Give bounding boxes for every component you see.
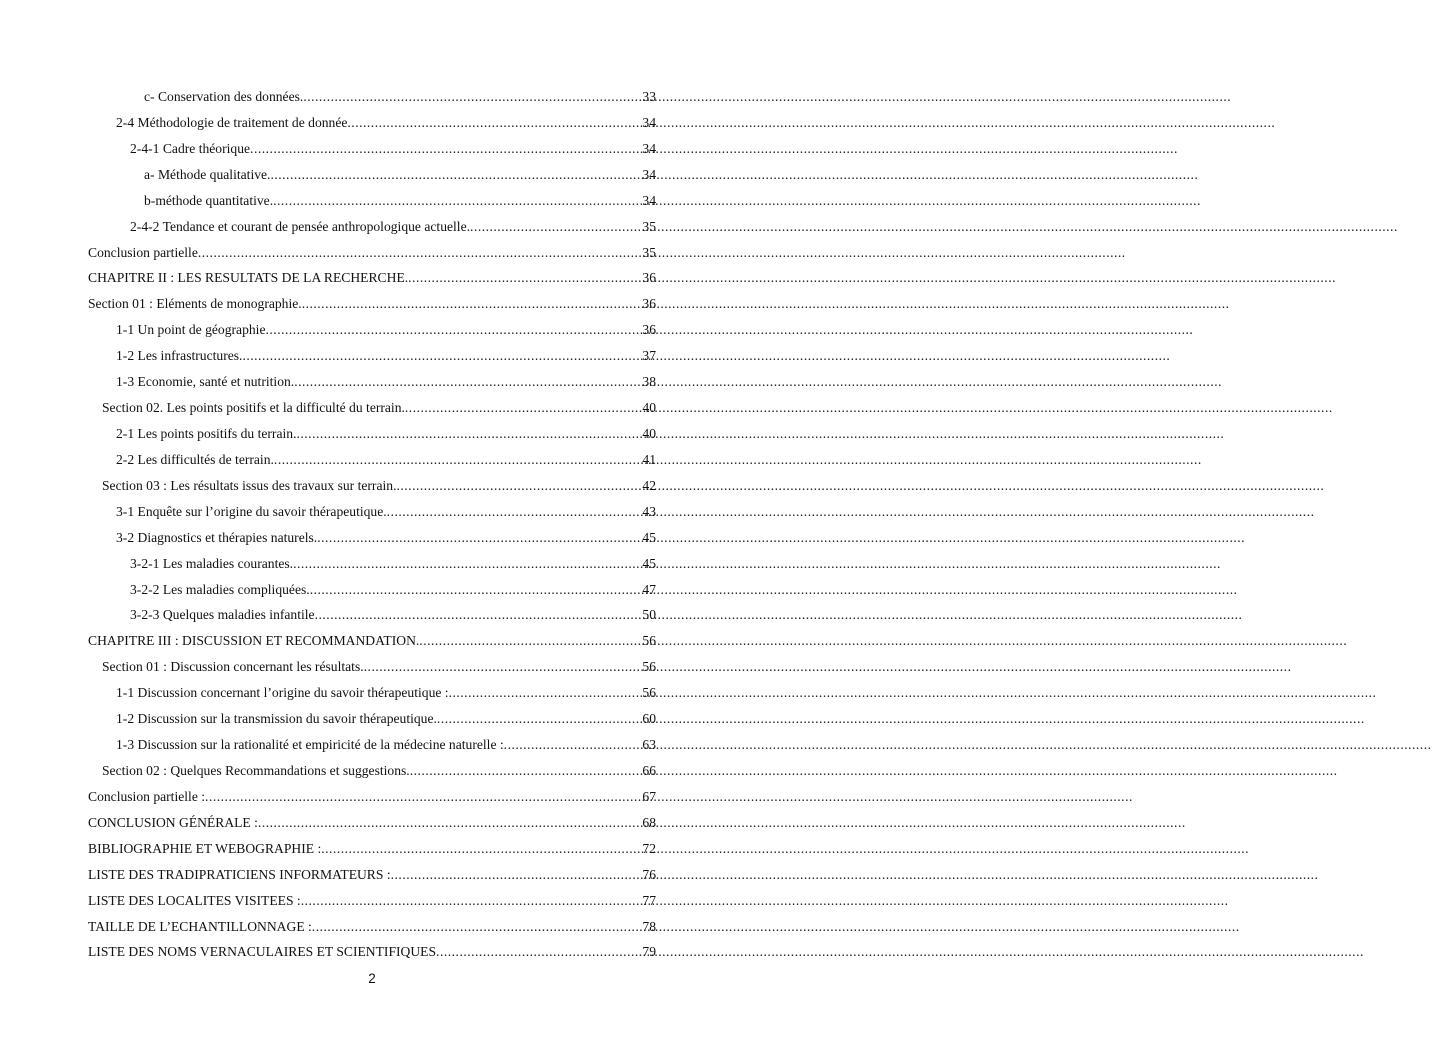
toc-entry-page: 77	[642, 892, 656, 908]
dot-leader	[310, 577, 642, 603]
toc-entry-title: 3-1 Enquête sur l’origine du savoir thérapeutique.	[116, 503, 387, 519]
toc-entry[interactable]	[88, 214, 656, 240]
toc-entry-page: 60	[642, 711, 656, 727]
dot-leader	[270, 162, 641, 188]
dot-leader	[408, 265, 641, 291]
toc-entry-page: 34	[642, 166, 656, 182]
toc-entry-page: 68	[642, 814, 656, 830]
toc-entry-title: 1-2 Discussion sur la transmission du savoir thérapeutique.	[116, 711, 437, 727]
toc-entry[interactable]	[88, 291, 656, 317]
toc-entry-title: LISTE DES NOMS VERNACULAIRES ET SCIENTIFIQUES	[88, 944, 437, 960]
toc-entry-page: 45	[642, 555, 656, 571]
toc-entry-title: Conclusion partielle	[88, 244, 198, 260]
toc-entry[interactable]	[88, 706, 656, 732]
dot-leader	[419, 628, 641, 654]
toc-entry-page: 36	[642, 296, 656, 312]
toc-entry-page: 45	[642, 529, 656, 545]
toc-entry-page: 56	[642, 633, 656, 649]
toc-entry-page: 37	[642, 348, 656, 364]
toc-entry[interactable]	[88, 654, 656, 680]
toc-entry-title: 3-2-1 Les maladies courantes.	[130, 555, 294, 571]
dot-leader	[436, 939, 641, 965]
toc-entry-title: CHAPITRE II : LES RESULTATS DE LA RECHERCHE.	[88, 270, 409, 286]
toc-entry-title: 3-2-3 Quelques maladies infantile	[130, 607, 315, 623]
toc-entry-title: BIBLIOGRAPHIE ET WEBOGRAPHIE :	[88, 840, 322, 856]
toc-entry-title: 3-2-2 Les maladies compliquées.	[130, 581, 310, 597]
toc-entry-title: 3-2 Diagnostics et thérapies naturels.	[116, 529, 318, 545]
dot-leader	[293, 551, 641, 577]
toc-entry[interactable]	[88, 525, 656, 551]
dot-leader	[266, 317, 642, 343]
toc-entry[interactable]	[88, 421, 656, 447]
toc-entry[interactable]	[88, 317, 656, 343]
dot-leader	[364, 654, 642, 680]
toc-entry[interactable]	[88, 680, 656, 706]
toc-entry-title: 1-3 Discussion sur la rationalité et empiricité de la médecine naturelle :	[116, 737, 504, 753]
toc-entry[interactable]	[88, 836, 656, 862]
toc-entry-title: TAILLE DE L’ECHANTILLONNAGE :	[88, 918, 312, 934]
toc-entry-title: Section 02. Les points positifs et la difficulté du terrain.	[102, 400, 405, 416]
toc-entry-title: Section 01 : Eléments de monographie.	[88, 296, 302, 312]
toc-entry-title: 2-4 Méthodologie de traitement de donnée	[116, 114, 348, 130]
toc-entry[interactable]	[88, 577, 656, 603]
dot-leader	[303, 84, 641, 110]
toc-entry[interactable]	[88, 758, 656, 784]
dot-leader	[302, 291, 642, 317]
toc-entry[interactable]	[88, 862, 656, 888]
toc-entry-title: 1-3 Economie, santé et nutrition.	[116, 374, 295, 390]
dot-leader	[315, 602, 642, 628]
toc-entry-title: 2-4-2 Tendance et courant de pensée anthropologique actuelle.	[130, 218, 471, 234]
toc-entry-page: 33	[642, 89, 656, 104]
toc-entry[interactable]	[88, 784, 656, 810]
dot-leader	[273, 188, 641, 214]
toc-entry-title: Section 03 : Les résultats issus des travaux sur terrain.	[102, 477, 397, 493]
dot-leader	[387, 499, 642, 525]
toc-entry[interactable]	[88, 499, 656, 525]
toc-entry-page: 78	[642, 918, 656, 934]
toc-entry-page: 56	[642, 659, 656, 675]
toc-entry-page: 34	[642, 140, 656, 156]
toc-entry-title: CONCLUSION GÉNÉRALE :	[88, 814, 258, 830]
dot-leader	[250, 136, 641, 162]
dot-leader	[294, 369, 641, 395]
dot-leader	[449, 680, 642, 706]
dot-leader	[301, 888, 642, 914]
toc-entry[interactable]	[88, 240, 656, 266]
toc-entry[interactable]	[88, 732, 656, 758]
toc-entry-page: 40	[642, 400, 656, 416]
toc-entry[interactable]	[88, 136, 656, 162]
toc-entry-page: 50	[642, 607, 656, 623]
page-number: 2	[368, 971, 376, 986]
dot-leader	[242, 343, 641, 369]
dot-leader	[317, 525, 641, 551]
toc-entry-title: Conclusion partielle :	[88, 788, 206, 804]
toc-entry-page: 66	[642, 762, 656, 778]
toc-entry-page: 43	[642, 503, 656, 519]
toc-entry-page: 34	[642, 114, 656, 130]
toc-entry-page: 35	[642, 244, 656, 260]
toc-entry-page: 40	[642, 425, 656, 441]
toc-entry-title: c- Conservation des données.	[144, 89, 304, 104]
toc-entry[interactable]	[88, 602, 656, 628]
toc-entry-page: 42	[642, 477, 656, 493]
toc-entry[interactable]	[88, 84, 656, 110]
dot-leader	[258, 810, 641, 836]
toc-entry-title: Section 02 : Quelques Recommandations et suggestions.	[102, 762, 410, 778]
toc-entry[interactable]	[88, 914, 656, 940]
toc-entry-page: 56	[642, 685, 656, 701]
toc-entry-page: 67	[642, 788, 656, 804]
dot-leader	[396, 473, 641, 499]
toc-entry-title: 2-2 Les difficultés de terrain.	[116, 451, 274, 467]
toc-entry-page: 36	[642, 270, 656, 286]
toc-entry[interactable]	[88, 447, 656, 473]
toc-entry-title: LISTE DES TRADIPRATICIENS INFORMATEURS :	[88, 866, 391, 882]
dot-leader	[347, 110, 641, 136]
toc-entry-title: LISTE DES LOCALITES VISITEES :	[88, 892, 301, 908]
toc-entry[interactable]	[88, 343, 656, 369]
toc-entry-page: 79	[642, 944, 656, 960]
toc-entry-title: Section 01 : Discussion concernant les résultats.	[102, 659, 364, 675]
toc-entry[interactable]	[88, 810, 656, 836]
toc-entry-page: 63	[642, 737, 656, 753]
toc-entry-page: 41	[642, 451, 656, 467]
table-of-contents	[88, 84, 656, 965]
toc-entry-title: a- Méthode qualitative.	[144, 166, 271, 182]
toc-entry[interactable]	[88, 110, 656, 136]
dot-leader	[312, 914, 642, 940]
toc-entry-title: 2-4-1 Cadre théorique	[130, 140, 251, 156]
toc-entry-title: CHAPITRE III : DISCUSSION ET RECOMMANDATION.	[88, 633, 420, 649]
toc-entry[interactable]	[88, 265, 656, 291]
toc-entry-title: b-méthode quantitative.	[144, 192, 274, 208]
toc-entry-page: 34	[642, 192, 656, 208]
toc-entry[interactable]	[88, 888, 656, 914]
toc-entry-title: 2-1 Les points positifs du terrain.	[116, 425, 297, 441]
toc-entry[interactable]	[88, 939, 656, 965]
toc-entry-page: 38	[642, 374, 656, 390]
toc-entry[interactable]	[88, 628, 656, 654]
toc-entry[interactable]	[88, 473, 656, 499]
dot-leader	[410, 758, 642, 784]
toc-entry[interactable]	[88, 162, 656, 188]
toc-entry[interactable]	[88, 369, 656, 395]
toc-entry-page: 36	[642, 322, 656, 338]
dot-leader	[274, 447, 641, 473]
toc-entry-title: 1-2 Les infrastructures.	[116, 348, 243, 364]
toc-entry-page: 47	[642, 581, 656, 597]
dot-leader	[296, 421, 641, 447]
toc-entry-page: 76	[642, 866, 656, 882]
toc-entry-title: 1-1 Un point de géographie	[116, 322, 266, 338]
dot-leader	[504, 732, 642, 758]
toc-entry[interactable]	[88, 395, 656, 421]
dot-leader	[470, 214, 641, 240]
toc-entry[interactable]	[88, 551, 656, 577]
dot-leader	[205, 784, 641, 810]
toc-entry-page: 72	[642, 840, 656, 856]
dot-leader	[198, 240, 642, 266]
toc-entry[interactable]	[88, 188, 656, 214]
toc-entry-title: 1-1 Discussion concernant l’origine du savoir thérapeutique :	[116, 685, 449, 701]
dot-leader	[391, 862, 642, 888]
dot-leader	[405, 395, 642, 421]
dot-leader	[321, 836, 641, 862]
dot-leader	[437, 706, 641, 732]
toc-entry-page: 35	[642, 218, 656, 234]
